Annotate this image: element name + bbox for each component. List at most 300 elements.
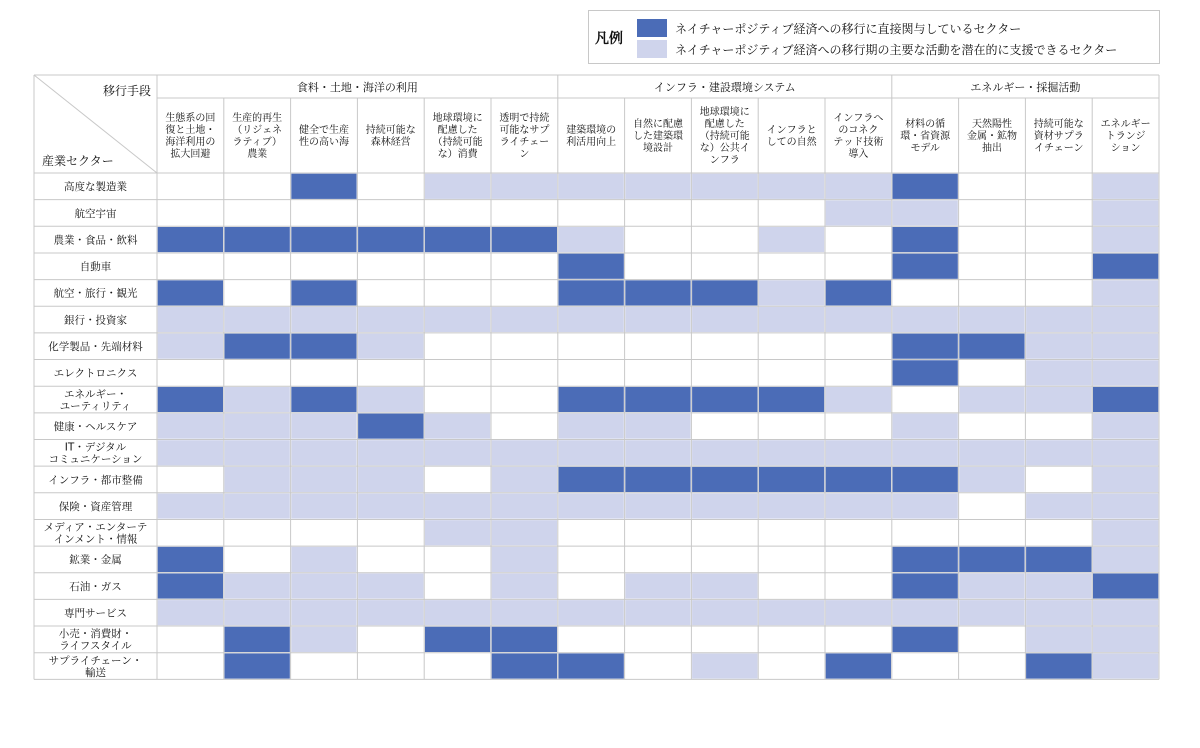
heatmap-cell [892,599,959,626]
heatmap-cell [558,386,625,413]
heatmap-cell [558,333,625,360]
heatmap-cell [558,440,625,467]
heatmap-cell [1025,519,1092,546]
heatmap-cell [892,546,959,573]
row-label: エレクトロニクス [53,367,138,380]
row-label: ユーティリティ [59,400,132,413]
column-header: 持続可能な [365,125,416,137]
heatmap-cell [224,200,291,227]
column-header: 環・省資源 [900,131,951,143]
heatmap-cell [1092,626,1159,653]
heatmap-cell [691,413,758,440]
heatmap-cell [157,493,224,520]
heatmap-cell [491,440,558,467]
column-header: 建築環境の [566,125,617,137]
heatmap-cell [224,306,291,333]
heatmap-cell [758,360,825,387]
heatmap-cell [491,599,558,626]
heatmap-cell [224,466,291,493]
heatmap-cell [1092,173,1159,200]
heatmap-cell [558,306,625,333]
heatmap-cell [1092,573,1159,600]
heatmap-cell [357,280,424,307]
heatmap-cell [357,519,424,546]
heatmap-cell [758,573,825,600]
column-header: 生産的再生 [232,113,283,125]
heatmap-cell [825,546,892,573]
heatmap-cell [491,466,558,493]
heatmap-cell [625,493,692,520]
heatmap-cell [892,200,959,227]
heatmap-cell [758,440,825,467]
heatmap-cell [758,599,825,626]
heatmap-cell [959,519,1026,546]
heatmap-cell [157,653,224,680]
column-header: トランジ [1105,131,1146,143]
heatmap-cell [424,546,491,573]
heatmap-cell [758,306,825,333]
heatmap-cell [558,280,625,307]
heatmap-cell [691,333,758,360]
heatmap-cell [224,626,291,653]
heatmap-cell [224,653,291,680]
heatmap-cell [357,546,424,573]
heatmap-cell [157,626,224,653]
heatmap-cell [291,173,358,200]
heatmap-cell [758,653,825,680]
column-header: 利活用向上 [566,137,617,149]
heatmap-cell [892,386,959,413]
heatmap-cell [1025,200,1092,227]
heatmap-cell [224,280,291,307]
heatmap-cell [1092,413,1159,440]
column-header: な）公共イ [699,143,750,155]
heatmap-cell [424,333,491,360]
heatmap-cell [691,626,758,653]
column-header: 拡大回避 [170,149,211,161]
heatmap-cell [1025,413,1092,440]
heatmap-cell [491,386,558,413]
heatmap-cell [825,573,892,600]
group-header: 食料・土地・海洋の利用 [296,81,418,94]
heatmap-cell [491,573,558,600]
heatmap-cell [959,440,1026,467]
column-header: エネルギー [1100,119,1151,131]
heatmap-cell [291,493,358,520]
heatmap-cell [825,653,892,680]
heatmap-cell [491,173,558,200]
heatmap-cell [291,466,358,493]
heatmap-cell [424,360,491,387]
heatmap-cell [291,306,358,333]
heatmap-cell [691,386,758,413]
heatmap-cell [1092,226,1159,253]
heatmap-cell [625,360,692,387]
column-header: 健全で生産 [299,125,349,137]
row-label: 小売・消費財・ [58,628,133,641]
heatmap-cell [157,200,224,227]
heatmap-cell [291,360,358,387]
heatmap-cell [424,440,491,467]
heatmap-cell [357,253,424,280]
heatmap-cell [424,599,491,626]
heatmap-cell [1092,360,1159,387]
heatmap-cell [959,573,1026,600]
column-header: モデル [910,143,940,155]
heatmap-cell [625,573,692,600]
heatmap-cell [291,226,358,253]
column-header: ライチェー [499,137,550,149]
heatmap-cell [157,226,224,253]
row-label: 輸送 [85,666,106,679]
heatmap-cell [1025,573,1092,600]
heatmap-cell [825,306,892,333]
heatmap-cell [758,546,825,573]
heatmap-cell [291,413,358,440]
heatmap-cell [825,599,892,626]
heatmap-cell [959,226,1026,253]
heatmap-cell [558,173,625,200]
heatmap-cell [1092,440,1159,467]
heatmap-cell [424,519,491,546]
heatmap-cell [892,253,959,280]
heatmap-cell [224,440,291,467]
column-header: 持続可能な [1033,119,1084,131]
column-header: 境設計 [643,143,673,155]
heatmap-cell [625,333,692,360]
column-header: 農業 [247,149,268,161]
row-label: メディア・エンターテ [43,521,148,534]
heatmap-cell [558,413,625,440]
group-header: エネルギー・採掘活動 [970,81,1081,94]
heatmap-cell [691,440,758,467]
heatmap-cell [825,386,892,413]
heatmap-cell [424,653,491,680]
column-header: （リジェネ [232,125,283,137]
heatmap-cell [157,573,224,600]
row-label: インフラ・都市整備 [48,474,143,487]
heatmap-cell [625,413,692,440]
heatmap-cell [357,493,424,520]
heatmap-cell [224,546,291,573]
heatmap-cell [892,306,959,333]
heatmap-cell [825,226,892,253]
heatmap-cell [224,519,291,546]
heatmap-cell [291,546,358,573]
heatmap-cell [157,253,224,280]
heatmap-cell [625,306,692,333]
column-header: 透明で持続 [499,113,550,125]
heatmap-cell [224,360,291,387]
heatmap-cell [491,226,558,253]
heatmap-cell [291,333,358,360]
column-header: 配慮した [437,125,478,137]
legend-title: 凡例 [595,31,623,47]
row-label: サプライチェーン・ [48,654,143,667]
heatmap-cell [357,599,424,626]
heatmap-cell [892,413,959,440]
heatmap-cell [291,573,358,600]
heatmap-cell [491,519,558,546]
heatmap-cell [157,599,224,626]
row-label: インメント・情報 [53,533,138,546]
heatmap-cell [691,200,758,227]
heatmap-cell [357,306,424,333]
row-label: 銀行・投資家 [64,314,127,327]
heatmap-cell [424,466,491,493]
heatmap-cell [1092,333,1159,360]
heatmap-cell [691,360,758,387]
heatmap-cell [357,360,424,387]
heatmap-cell [691,466,758,493]
heatmap-cell [157,173,224,200]
heatmap-cell [691,306,758,333]
heatmap-cell [1092,653,1159,680]
row-label: 航空宇宙 [74,207,117,220]
column-header: 抽出 [982,143,1002,155]
heatmap-cell [157,519,224,546]
heatmap-cell [357,200,424,227]
heatmap-cell [892,280,959,307]
heatmap-cell [424,173,491,200]
corner-label-sectors: 産業セクター [42,154,114,168]
heatmap-cell [357,413,424,440]
heatmap-cell [424,573,491,600]
heatmap-cell [959,253,1026,280]
heatmap-cell [357,626,424,653]
heatmap-cell [959,386,1026,413]
row-label: エネルギー・ [64,388,127,401]
heatmap-cell [1092,519,1159,546]
row-label: IT・デジタル [64,441,127,454]
heatmap-cell [1025,546,1092,573]
heatmap-cell [825,519,892,546]
heatmap-cell [625,226,692,253]
heatmap-cell [691,599,758,626]
heatmap-cell [558,493,625,520]
heatmap-cell [1025,599,1092,626]
heatmap-cell [625,200,692,227]
row-label: 石油・ガス [69,580,122,593]
heatmap-cell [1025,493,1092,520]
heatmap-cell [959,333,1026,360]
heatmap-cell [691,253,758,280]
heatmap-cell [758,626,825,653]
heatmap-cell [558,546,625,573]
heatmap-cell [1025,386,1092,413]
heatmap-cell [157,413,224,440]
heatmap-cell [1092,306,1159,333]
heatmap-cell [424,280,491,307]
heatmap-cell [558,253,625,280]
heatmap-cell [959,493,1026,520]
heatmap-cell [758,413,825,440]
column-header: 可能なサプ [499,125,550,137]
heatmap-cell [491,493,558,520]
heatmap-cell [558,519,625,546]
heatmap-cell [825,253,892,280]
heatmap-cell [1025,306,1092,333]
column-header: 地球環境に [432,113,483,125]
column-header: （持続可能 [432,137,483,149]
heatmap-cell [291,440,358,467]
heatmap-cell [1025,360,1092,387]
heatmap-cell [424,386,491,413]
heatmap-cell [1025,253,1092,280]
heatmap-cell [892,653,959,680]
heatmap-cell [157,306,224,333]
heatmap-cell [491,306,558,333]
heatmap-cell [291,280,358,307]
heatmap-cell [1025,226,1092,253]
heatmap-cell [1092,280,1159,307]
heatmap-cell [892,519,959,546]
heatmap-cell [491,200,558,227]
heatmap-cell [825,333,892,360]
heatmap-cell [224,226,291,253]
heatmap-cell [291,626,358,653]
column-header: 復と土地・ [165,125,216,137]
heatmap-cell [291,653,358,680]
heatmap-cell [825,466,892,493]
heatmap-cell [758,333,825,360]
heatmap-cell [892,440,959,467]
heatmap-cell [691,546,758,573]
heatmap-cell [758,386,825,413]
heatmap-cell [825,200,892,227]
column-header: ラティブ） [232,137,282,149]
heatmap-cell [491,413,558,440]
column-header: 海洋利用の [165,137,216,149]
heatmap-cell [224,386,291,413]
heatmap-cell [558,466,625,493]
heatmap-cell [959,626,1026,653]
heatmap-cell [959,413,1026,440]
heatmap-cell [1092,493,1159,520]
heatmap-cell [1092,546,1159,573]
heatmap-cell [892,226,959,253]
heatmap-cell [691,573,758,600]
heatmap-cell [825,173,892,200]
heatmap-cell [558,200,625,227]
heatmap-cell [825,626,892,653]
column-header: しての自然 [766,137,817,149]
heatmap-cell [625,280,692,307]
heatmap-cell [625,386,692,413]
column-header: 地球環境に [699,107,750,119]
column-header: ション [1110,143,1141,155]
heatmap-cell [1025,466,1092,493]
row-label: 農業・食品・飲料 [53,234,138,247]
heatmap-cell [1092,386,1159,413]
column-header: （持続可能 [699,131,750,143]
column-header: 金属・鉱物 [967,131,1017,143]
row-label: 保険・資産管理 [58,500,133,513]
heatmap-cell [1092,599,1159,626]
heatmap-cell [691,493,758,520]
heatmap-cell [1092,253,1159,280]
row-label: 鉱業・金属 [69,554,122,567]
heatmap-cell [625,519,692,546]
heatmap-cell [224,173,291,200]
column-header: ンフラ [709,155,740,167]
heatmap-cell [825,360,892,387]
heatmap-cell [959,173,1026,200]
column-header: ン [519,149,530,161]
heatmap-cell [224,599,291,626]
heatmap-cell [1092,466,1159,493]
heatmap-cell [691,280,758,307]
heatmap-cell [825,493,892,520]
heatmap-cell [491,626,558,653]
heatmap-cell [825,413,892,440]
heatmap-cell [424,413,491,440]
row-label: コミュニケーション [48,453,143,466]
heatmap-cell [625,653,692,680]
heatmap-cell [625,546,692,573]
heatmap-cell [291,253,358,280]
heatmap-cell [959,360,1026,387]
heatmap-cell [959,280,1026,307]
heatmap-cell [959,599,1026,626]
heatmap-cell [1025,440,1092,467]
heatmap-cell [558,360,625,387]
column-header: 性の高い海 [299,137,349,149]
heatmap-cell [558,653,625,680]
heatmap-cell [357,440,424,467]
heatmap-cell [491,653,558,680]
heatmap-cell [625,626,692,653]
legend-label-direct: ネイチャーポジティブ経済への移行に直接関与しているセクター [675,21,1022,36]
row-label: 高度な製造業 [64,181,127,194]
heatmap-cell [1025,653,1092,680]
row-label: 自動車 [79,261,112,274]
heatmap-cell [959,200,1026,227]
heatmap-cell [424,200,491,227]
heatmap-cell [491,333,558,360]
heatmap-cell [424,226,491,253]
heatmap-cell [892,466,959,493]
heatmap-cell [224,253,291,280]
heatmap-cell [157,440,224,467]
heatmap-cell [424,493,491,520]
row-label: ライフスタイル [59,640,132,653]
heatmap-cell [424,626,491,653]
column-header: した建築環 [633,131,683,143]
heatmap-cell [291,200,358,227]
column-header: 材料の循 [905,119,946,131]
row-label: 化学製品・先端材料 [48,341,143,354]
column-header: 生態系の回 [165,113,216,125]
heatmap-cell [825,440,892,467]
heatmap-cell [691,173,758,200]
heatmap-cell [424,253,491,280]
heatmap-cell [959,466,1026,493]
heatmap-cell [758,173,825,200]
heatmap-cell [892,573,959,600]
heatmap-cell [491,280,558,307]
heatmap-cell [959,306,1026,333]
heatmap-cell [357,333,424,360]
heatmap-cell [625,440,692,467]
column-header: な）消費 [437,149,478,161]
column-header: インフラと [766,125,817,137]
heatmap-cell [758,226,825,253]
column-header: イチェーン [1034,143,1084,155]
heatmap-cell [758,280,825,307]
heatmap-cell [691,653,758,680]
heatmap-cell [691,519,758,546]
